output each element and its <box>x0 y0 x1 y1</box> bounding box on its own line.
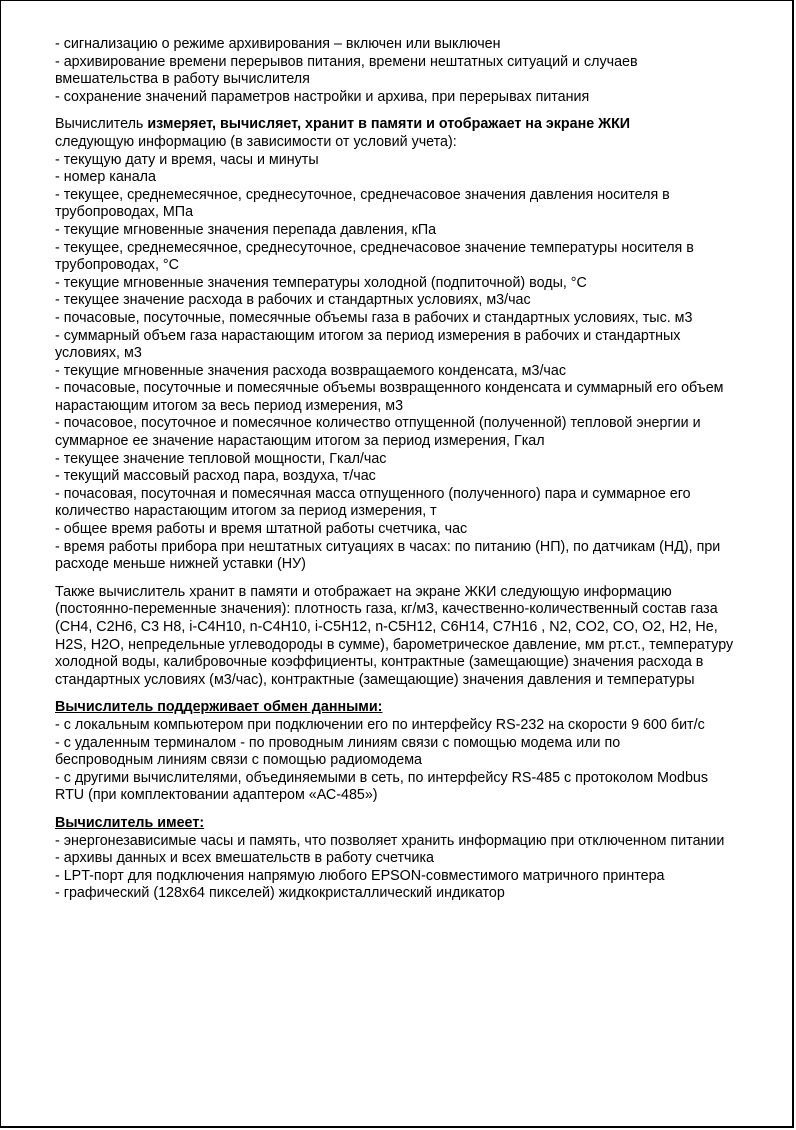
list-item: - текущие мгновенные значения расхода возвращаемого конденсата, м3/час <box>55 362 566 379</box>
list-item: - общее время работы и время штатной работы счетчика, час <box>55 521 468 538</box>
list-item: - почасовые, посуточные, помесячные объемы газа в рабочих и стандартных условиях, тыс. м3 <box>55 309 693 326</box>
list-item: - текущий массовый расход пара, воздуха, т/час <box>55 468 376 485</box>
list-item: - почасовое, посуточное и помесячное количество отпущенной (полученной) тепловой энергии и суммарное ее значение нарастающим итогом за период измерения, Гкал <box>55 415 701 450</box>
archive-features-list <box>55 36 755 106</box>
list-item: - текущие мгновенные значения перепада давления, кПа <box>55 221 437 238</box>
list-item: - энергонезависимые часы и память, что позволяет хранить информацию при отключенном питании <box>55 832 725 849</box>
device-features-section <box>55 815 755 903</box>
list-item: - с удаленным терминалом - по проводным линиям связи с помощью модема или по беспроводным линиям связи с помощью радиомодема <box>55 734 621 769</box>
list-item: - почасовая, посуточная и помесячная масса отпущенного (полученного) пара и суммарное его количество нарастающим итогом за период измерения, т <box>55 485 691 520</box>
list-item: - текущую дату и время, часы и минуты <box>55 151 319 168</box>
measured-values-list <box>55 152 755 574</box>
list-item: - текущее значение расхода в рабочих и стандартных условиях, м3/час <box>55 292 531 309</box>
measures-intro <box>55 116 755 151</box>
list-item: - сигнализацию о режиме архивирования – включен или выключен <box>55 36 501 52</box>
list-item: - текущее, среднемесячное, среднесуточное, среднечасовое значения давления носителя в трубопроводах, МПа <box>55 186 670 221</box>
device-features-heading: Вычислитель имеет: <box>55 814 205 831</box>
list-item: - сохранение значений параметров настройки и архива, при перерывах питания <box>55 88 590 105</box>
list-item: - текущее, среднемесячное, среднесуточное, среднечасовое значение температуры носителя в трубопроводах, °С <box>55 239 694 274</box>
list-item: - архивы данных и всех вмешательств в работу счетчика <box>55 850 435 867</box>
list-item: - суммарный объем газа нарастающим итогом за период измерения в рабочих и стандартных условиях, м3 <box>55 327 681 362</box>
intro-suffix: следующую информацию (в зависимости от условий учета): <box>55 133 457 150</box>
intro-prefix: Вычислитель <box>55 116 148 133</box>
list-item: - текущие мгновенные значения температуры холодной (подпиточной) воды, °С <box>55 274 587 291</box>
data-exchange-section <box>55 699 755 805</box>
list-item: - время работы прибора при нештатных ситуациях в часах: по питанию (НП), по датчикам (НД), при расходе меньше нижней уставки (НУ) <box>55 538 721 573</box>
list-item: - графический (128х64 пикселей) жидкокристаллический индикатор <box>55 885 505 902</box>
list-item: - почасовые, посуточные и помесячные объемы возвращенного конденсата и суммарный его объем нарастающим итогом за весь период измерения, м3 <box>55 380 724 414</box>
list-item: - LPT-порт для подключения напрямую любого EPSON-совместимого матричного принтера <box>55 867 665 884</box>
list-item: - номер канала <box>55 169 156 186</box>
intro-bold: измеряет, вычисляет, хранит в памяти и отображает на экране ЖКИ <box>147 116 631 133</box>
list-item: - с локальным компьютером при подключении его по интерфейсу RS-232 на скорости 9 600 бит/с <box>55 716 705 733</box>
list-item: - с другими вычислителями, объединяемыми в сеть, по интерфейсу RS-485 с протоколом Modbus RTU (при комплектовании адаптером «АС-485») <box>55 769 709 804</box>
list-item: - архивирование времени перерывов питания, времени нештатных ситуаций и случаев вмешательства в работу вычислителя <box>55 53 638 88</box>
document-body <box>55 36 755 903</box>
data-exchange-heading: Вычислитель поддерживает обмен данными: <box>55 699 383 716</box>
list-item: - текущее значение тепловой мощности, Гкал/час <box>55 450 387 467</box>
stored-constants-paragraph: Также вычислитель хранит в памяти и отображает на экране ЖКИ следующую информацию (постоянно-переменные значения): плотность газа, кг/м3, качественно-количественный состав газа (CH4, C2H6, C3 H8, i-C4H10, n-C4H10, i-C5H12, n-C5H12, C6H14, C7H16 , N2, CO2, CO, O2, H2, He, H2S, H2O, непредельные углеводороды в сумме), барометрическое давление, мм рт.ст., температуру холодной воды, калибровочные коэффициенты, контрактные (замещающие) значения расхода в стандартных условиях (м3/час), контрактные (замещающие) значения давления и температуры <box>55 583 734 688</box>
